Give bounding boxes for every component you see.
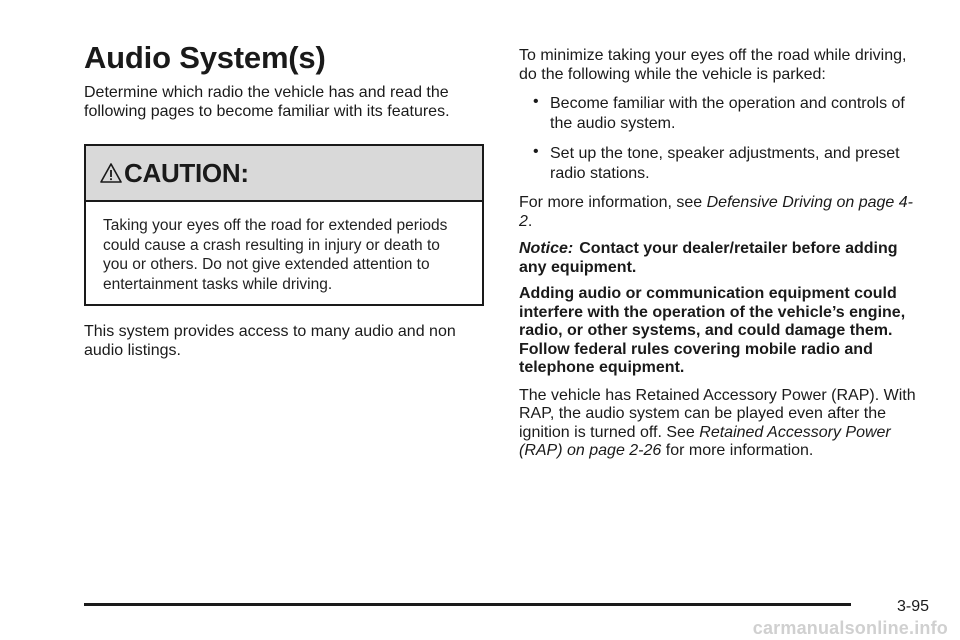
more-info-paragraph — [519, 194, 919, 231]
caution-header — [86, 146, 482, 202]
intro-paragraph: Determine which radio the vehicle has and read the following pages to become familiar with its features. — [84, 84, 450, 120]
right-column — [519, 47, 919, 461]
system-description: This system provides access to many audio and non audio listings. — [84, 323, 456, 359]
bullet-text: Set up the tone, speaker adjustments, and preset radio stations. — [550, 145, 900, 182]
bullet-list — [519, 94, 919, 184]
rap-suffix: for more information. — [661, 442, 814, 459]
page-number: 3-95 — [896, 598, 929, 615]
left-column — [84, 84, 490, 360]
notice-paragraph — [519, 240, 919, 277]
warning-triangle-icon — [100, 162, 122, 184]
caution-title: CAUTION: — [124, 157, 249, 188]
footer-rule — [84, 603, 851, 606]
watermark: carmanualsonline.info — [752, 618, 948, 638]
bullet-icon: • — [533, 143, 539, 160]
more-info-suffix: . — [527, 212, 533, 230]
equipment-warning: Adding audio or communication equipment could interfere with the operation of the vehicle’s engine, radio, or other systems, and could damage them. Follow federal rules covering mobile radio and telephone equipment. — [519, 285, 906, 376]
notice-text: Contact your dealer/retailer before adding any equipment. — [519, 240, 898, 276]
list-item — [519, 144, 919, 184]
rap-paragraph — [519, 387, 919, 461]
more-info-prefix: For more information, see — [519, 194, 707, 211]
list-item — [519, 94, 919, 134]
caution-box — [84, 144, 484, 306]
parked-intro: To minimize taking your eyes off the road while driving, do the following while the vehicle is parked: — [519, 47, 907, 83]
page-title: Audio System(s) — [84, 40, 326, 75]
bullet-text: Become familiar with the operation and controls of the audio system. — [550, 95, 905, 132]
defensive-driving-link[interactable]: Defensive Driving on page 4-2 — [519, 194, 913, 230]
rap-text: The vehicle has Retained Accessory Power (RAP). With RAP, the audio system can be played even after the ignition is turned off. See — [519, 386, 916, 441]
notice-label: Notice: — [519, 240, 574, 257]
rap-link[interactable]: Retained Accessory Power (RAP) on page 2-26 — [519, 423, 891, 459]
caution-text: Taking your eyes off the road for extended periods could cause a crash resulting in injury or death to you or others. Do not give extended attention to entertainment tasks while driving. — [103, 217, 448, 293]
bullet-icon: • — [533, 93, 539, 110]
